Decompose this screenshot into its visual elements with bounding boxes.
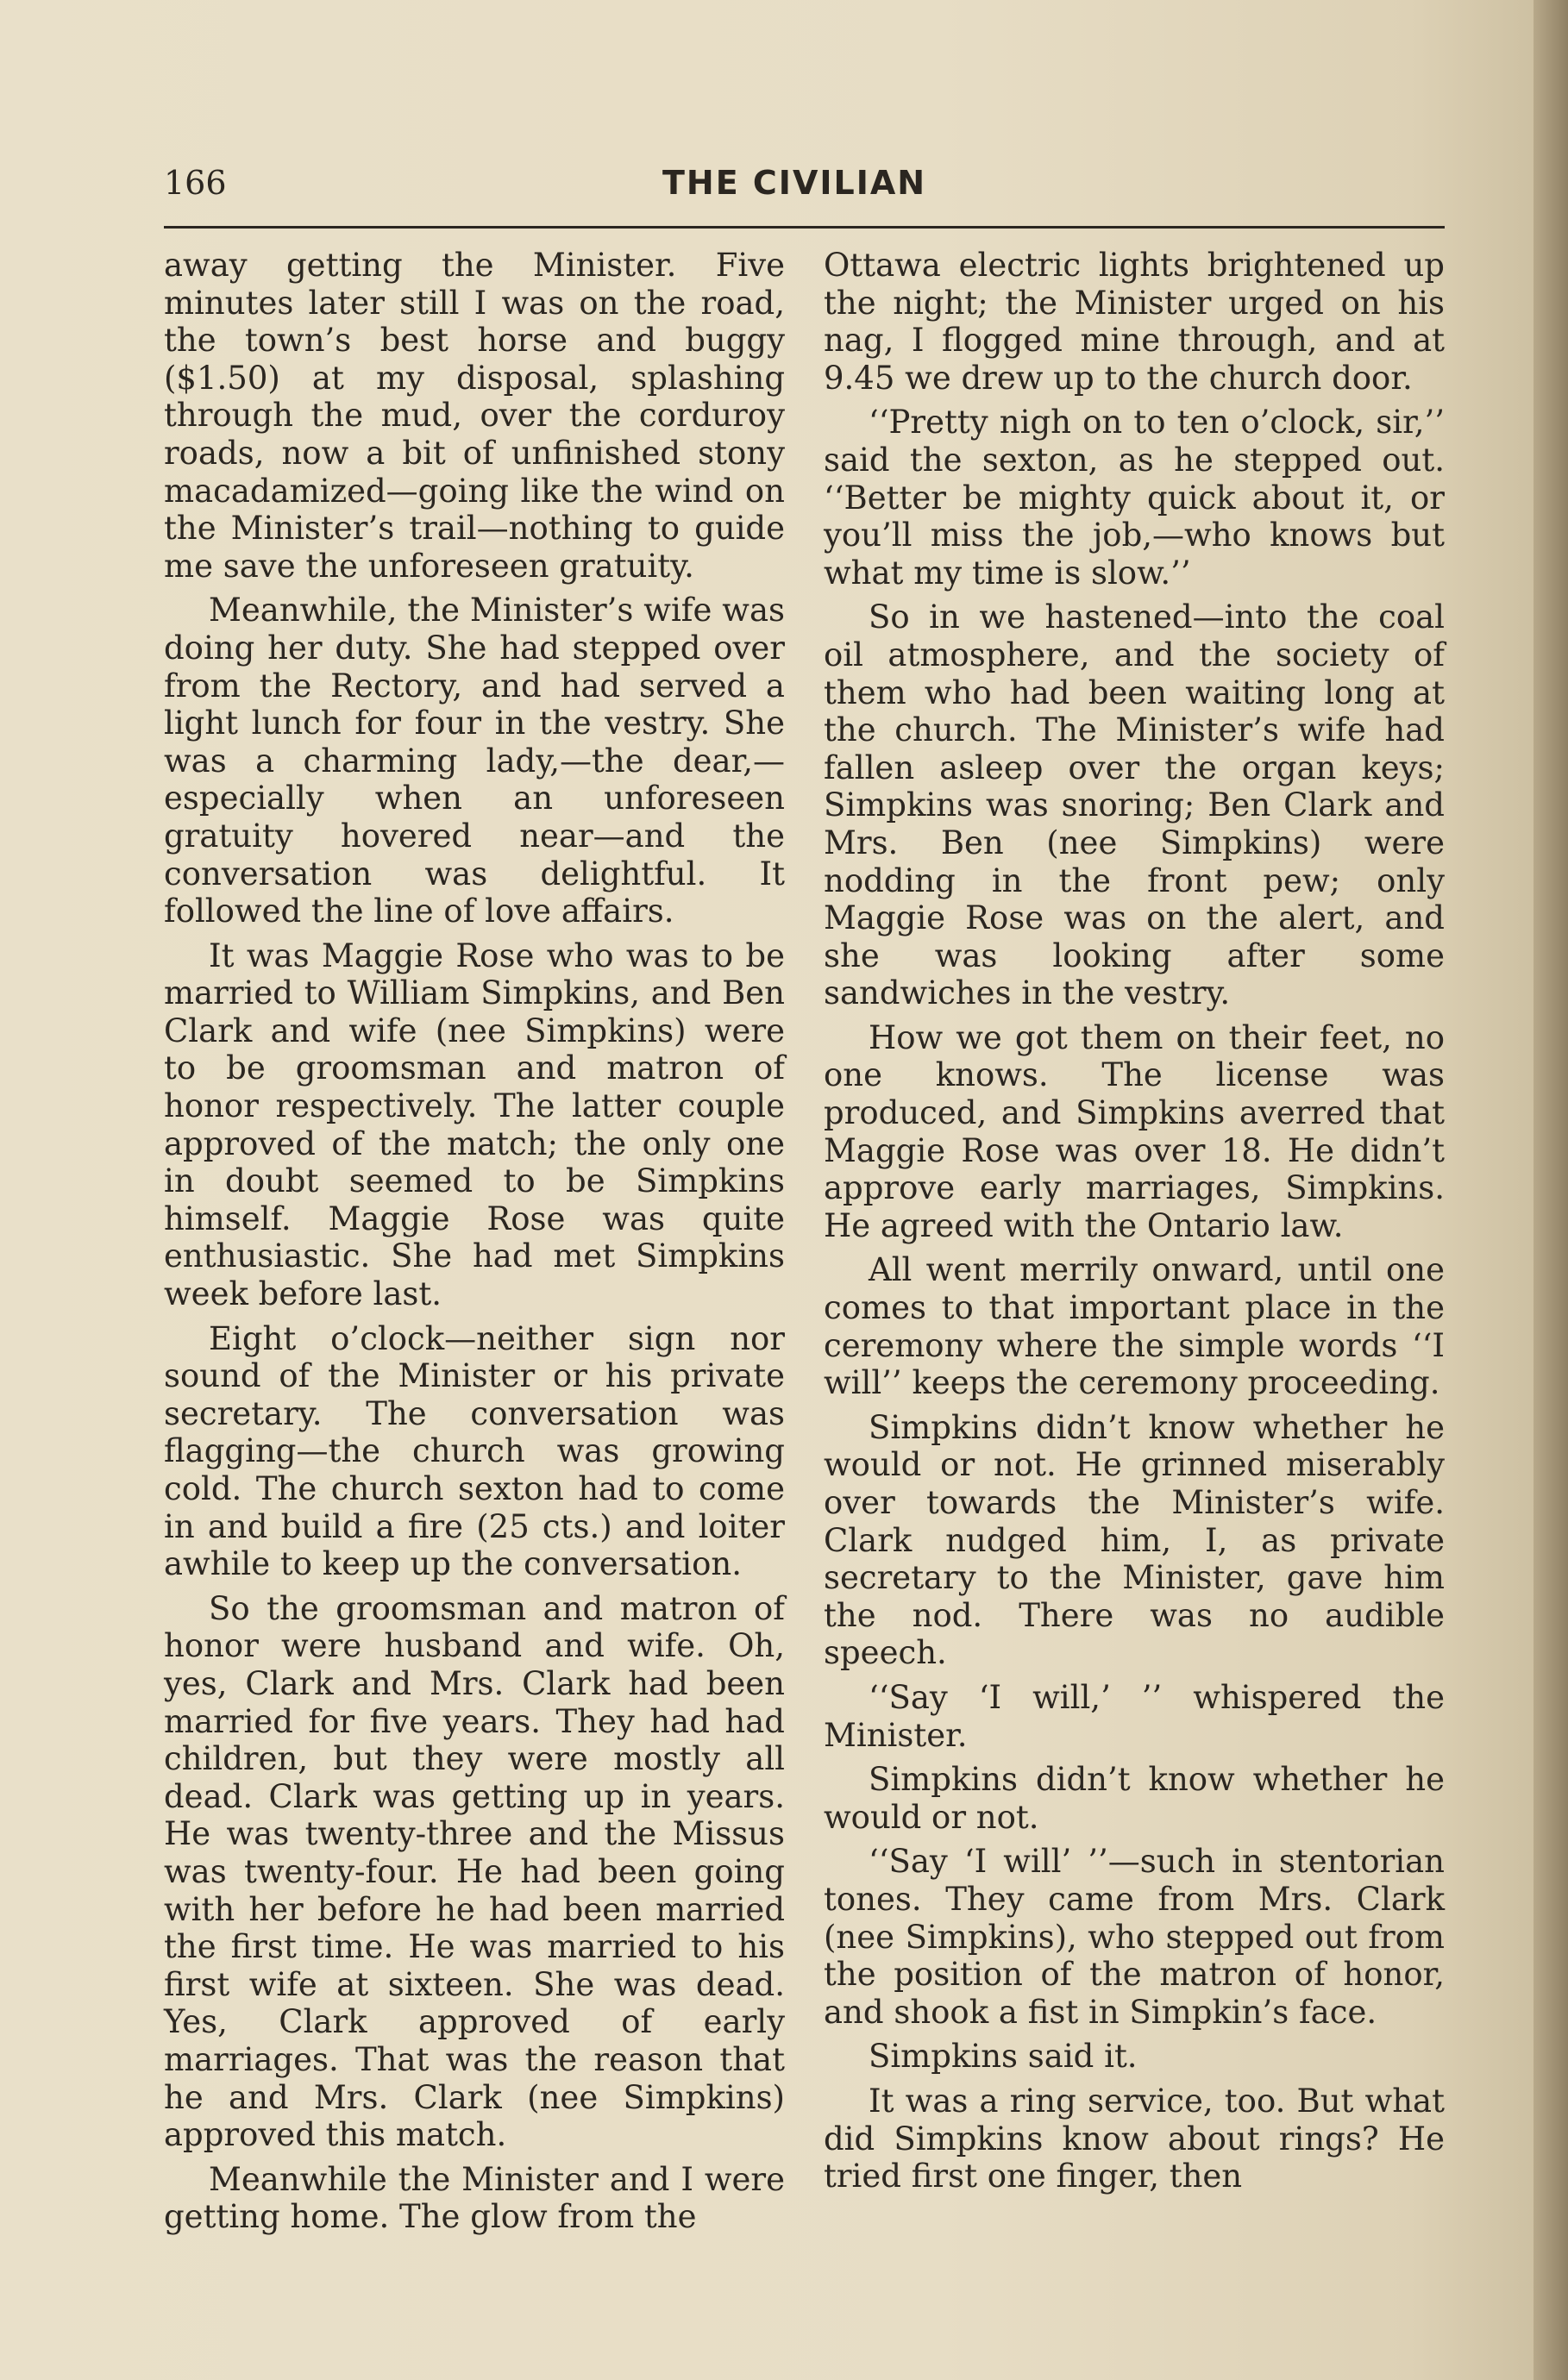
paragraph: So the groomsman and matron of honor were husband and wife. Oh, yes, Clark and Mrs. Clark had been married for five years. They had had children, but they were mostly all dead. Clark was getting up in years. He was twenty-three and the Missus was twenty-four. He had been going with her before he had been married the first time. He was married to his first wife at sixteen. She was dead. Yes, Clark approved of early marriages. That was the reason that he and Mrs. Clark (nee Simpkins) approved this match.: [164, 1589, 785, 2154]
page-number: 166: [164, 164, 227, 202]
paragraph: ‘‘Say ‘I will’ ’’—such in stentorian tones. They came from Mrs. Clark (nee Simpkins), who stepped out from the position of the matron of honor, and shook a fist in Simpkin’s face.: [824, 1843, 1445, 2031]
paragraph: Meanwhile the Minister and I were getting home. The glow from the: [164, 2160, 785, 2236]
paragraph: Simpkins said it.: [869, 2038, 1138, 2076]
paragraph: Simpkins didn’t know whether he would or not.: [824, 1761, 1445, 1836]
page-header: [164, 164, 1440, 216]
paragraph: So in we hastened—into the coal oil atmosphere, and the society of them who had been waiting long at the church. The Minister’s wife had fallen asleep over the organ keys; Simpkins was snoring; Ben Clark and Mrs. Ben (nee Simpkins) were nodding in the front pew; only Maggie Rose was on the alert, and she was looking after some sandwiches in the vestry.: [824, 598, 1445, 1012]
book-spine-shadow: [1534, 0, 1568, 2380]
right-column: [824, 247, 1445, 2202]
paragraph: away getting the Minister. Five minutes later still I was on the road, the town’s best horse and buggy ($1.50) at my disposal, splashing through the mud, over the corduroy roads, now a bit of unfinished stony macadamized—going like the wind on the Minister’s trail—nothing to guide me save the unforeseen gratuity.: [164, 247, 785, 585]
paragraph: Meanwhile, the Minister’s wife was doing her duty. She had stepped over from the Rectory, and had served a light lunch for four in the vestry. She was a charming lady,—the dear,—especially when an unforeseen gratuity hovered near—and the conversation was delightful. It followed the line of love affairs.: [164, 592, 785, 930]
paragraph: All went merrily onward, until one comes to that important place in the ceremony where the simple words ‘‘I will’’ keeps the ceremony proceeding.: [824, 1251, 1445, 1402]
paragraph: How we got them on their feet, no one knows. The license was produced, and Simpkins averred that Maggie Rose was over 18. He didn’t approve early marriages, Simpkins. He agreed with the Ontario law.: [824, 1018, 1445, 1244]
paragraph: ‘‘Say ‘I will,’ ’’ whispered the Minister.: [824, 1678, 1445, 1754]
header-rule: [164, 226, 1445, 229]
paragraph: Eight o’clock—neither sign nor sound of the Minister or his private secretary. The conversation was flagging—the church was growing cold. The church sexton had to come in and build a fire (25 cts.) and loiter awhile to keep up the conversation.: [164, 1319, 785, 1583]
paragraph: It was Maggie Rose who was to be married to William Simpkins, and Ben Clark and wife (nee Simpkins) were to be groomsman and matron of honor respectively. The latter couple approved of the match; the only one in doubt seemed to be Simpkins himself. Maggie Rose was quite enthusiastic. She had met Simpkins week before last.: [164, 936, 785, 1313]
paragraph: ‘‘Pretty nigh on to ten o’clock, sir,’’ said the sexton, as he stepped out. ‘‘Better be mighty quick about it, or you’ll miss the job,—who knows but what my time is slow.’’: [824, 404, 1445, 592]
journal-title: THE CIVILIAN: [662, 164, 927, 202]
paragraph: Ottawa electric lights brightened up the night; the Minister urged on his nag, I flogged mine through, and at 9.45 we drew up to the church door.: [824, 247, 1445, 397]
paragraph: Simpkins didn’t know whether he would or not. He grinned miserably over towards the Minister’s wife. Clark nudged him, I, as private secretary to the Minister, gave him the nod. There was no audible speech.: [824, 1408, 1445, 1672]
left-column: [164, 247, 785, 2243]
paragraph: It was a ring service, too. But what did Simpkins know about rings? He tried first one finger, then: [824, 2082, 1445, 2195]
